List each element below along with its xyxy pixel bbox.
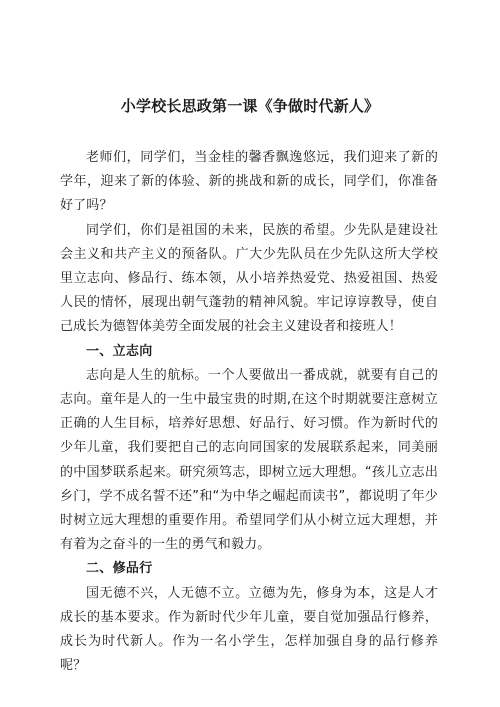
section-heading-2: 二、修品行 [86,561,153,577]
section-1-paragraph: 志向是人生的航标。一个人要做出一番成就，就要有自己的志向。童年是人的一生中最宝贵的时期,在这个时期就要注意树立正确的人生目标，培养好思想、好品行、好习惯。作为新时代的少年儿童，我们要把自己的志向同国家的发展联系起来，同美丽的中国梦联系起来。研究须笃志，即树立远大理想。“孩儿立志出乡门，学不成名誓不还”和“为中华之崛起而读书”，都说明了年少时树立远大理想的重要作用。希望同学们从小树立远大理想，并有着为之奋斗的一生的勇气和毅力。 [60,367,438,553]
document-title: 小学校长思政第一课《争做时代新人》 [120,97,380,115]
section-heading-1: 一、立志向 [86,343,153,359]
intro-paragraph-1: 老师们，同学们，当金桂的馨香飘逸悠远，我们迎来了新的学年，迎来了新的体验、新的挑战和新的成长，同学们，你准备好了吗？ [60,150,438,214]
intro-paragraph-2: 同学们，你们是祖国的未来，民族的希望。少先队是建设社会主义和共产主义的预备队。广大少先队员在少先队这所大学校里立志向、修品行、练本领，从小培养热爱党、热爱祖国、热爱人民的情怀，展现出朝气蓬勃的精神风貌。牢记谆谆教导，使自己成长为德智体美劳全面发展的社会主义建设者和接班人！ [60,222,438,335]
document-body [60,146,438,678]
section-2-paragraph: 国无德不兴，人无德不立。立德为先，修身为本，这是人才成长的基本要求。作为新时代少年儿童，要自觉加强品行修养，成长为时代新人。作为一名小学生，怎样加强自身的品行修养呢？ [60,585,438,674]
